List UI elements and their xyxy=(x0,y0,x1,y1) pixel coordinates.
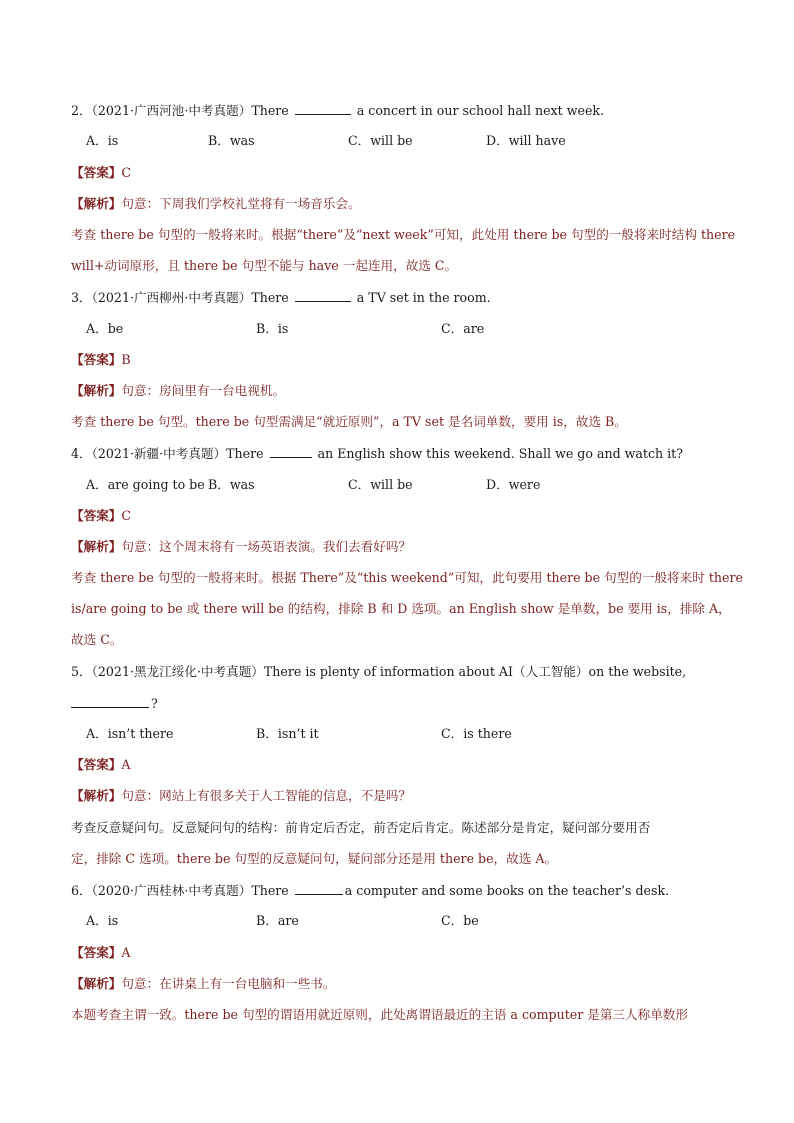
question-number: 5． xyxy=(71,664,92,679)
stem-text: a concert in our school hall next week. xyxy=(356,103,605,118)
option-c: C．is there xyxy=(441,726,512,741)
explanation-line: 本题考查主谓一致。there be 句型的谓语用就近原则，此处离谓语最近的主语 a computer 是第三人称单数形 xyxy=(71,1007,688,1022)
question-2-stem xyxy=(71,102,604,119)
answer-value: C xyxy=(121,165,132,180)
question-6-stem xyxy=(71,882,669,899)
analysis-line xyxy=(71,196,361,212)
analysis-tag: 【解析】 xyxy=(71,976,122,991)
question-source: （2021·广西柳州·中考真题） xyxy=(91,290,252,305)
option-c: C．are xyxy=(441,321,485,336)
stem-text: There xyxy=(251,290,289,305)
answer-value: B xyxy=(121,352,131,367)
explanation-line: 考查 there be 句型的一般将来时。根据 There”及“this weekend”可知，此句要用 there be 句型的一般将来时 there xyxy=(71,570,743,585)
stem-text: an English show this weekend. Shall we go and watch it? xyxy=(317,446,683,461)
question-source: （2021·广西河池·中考真题） xyxy=(91,103,252,118)
answer-tag: 【答案】 xyxy=(71,757,122,772)
sentence-meaning: 句意：下周我们学校礼堂将有一场音乐会。 xyxy=(121,196,361,211)
answer-value: A xyxy=(121,945,131,960)
stem-text: There xyxy=(251,883,289,898)
answer-tag: 【答案】 xyxy=(71,352,122,367)
answer-line xyxy=(71,165,131,181)
answer-blank xyxy=(295,289,351,302)
stem-text: There is plenty of information about AI（人工智能）on the website, xyxy=(263,664,687,679)
explanation-block xyxy=(71,406,725,437)
option-c: C．will be xyxy=(348,133,413,148)
question-5-stem xyxy=(71,664,686,680)
sentence-meaning: 句意：房间里有一台电视机。 xyxy=(121,383,286,398)
sentence-meaning: 句意：在讲桌上有一台电脑和一些书。 xyxy=(121,976,336,991)
stem-text: There xyxy=(226,446,264,461)
explanation-line: is/are going to be 或 there will be 的结构，排除 B 和 D 选项。an English show 是单数，be 要用 is，排除 A， xyxy=(71,601,731,616)
answer-line xyxy=(71,352,131,368)
question-number: 2． xyxy=(71,103,92,118)
answer-blank xyxy=(71,695,149,708)
answer-value: C xyxy=(121,508,132,523)
question-source: （2020·广西桂林·中考真题） xyxy=(91,883,252,898)
question-source: （2021·新疆·中考真题） xyxy=(91,446,227,461)
answer-line xyxy=(71,757,130,773)
question-3-stem xyxy=(71,289,491,306)
explanation-block xyxy=(71,219,736,281)
option-d: D．were xyxy=(486,477,541,492)
analysis-tag: 【解析】 xyxy=(71,196,122,211)
question-number: 6． xyxy=(71,883,92,898)
explanation-line: 考查 there be 句型的一般将来时。根据“there”及“next week”可知，此处用 there be 句型的一般将来时结构 there xyxy=(71,227,736,242)
option-d: D．will have xyxy=(486,133,566,148)
analysis-tag: 【解析】 xyxy=(71,383,122,398)
answer-blank xyxy=(270,445,312,458)
stem-text: a computer and some books on the teacher’s desk. xyxy=(344,883,670,898)
analysis-line xyxy=(71,383,285,399)
stem-text: There xyxy=(251,103,289,118)
question-number: 3． xyxy=(71,290,92,305)
answer-blank xyxy=(295,102,351,115)
option-b: B．are xyxy=(256,913,299,928)
option-c: C．be xyxy=(441,913,479,928)
question-source: （2021·黑龙江绥化·中考真题） xyxy=(91,664,264,679)
stem-text: ? xyxy=(151,696,158,711)
stem-text: a TV set in the room. xyxy=(356,290,491,305)
answer-line xyxy=(71,508,131,524)
explanation-line: will+动词原形，且 there be 句型不能与 have 一起连用，故选 C。 xyxy=(71,258,458,273)
answer-tag: 【答案】 xyxy=(71,508,122,523)
option-b: B．was xyxy=(208,133,255,148)
question-5-stem-continued xyxy=(71,695,158,712)
option-b: B．was xyxy=(208,477,255,492)
analysis-line xyxy=(71,976,335,992)
explanation-line: 考查反意疑问句。反意疑问句的结构：前肯定后否定，前否定后肯定。陈述部分是肯定，疑问部分要用否 xyxy=(71,820,651,835)
explanation-line: 故选 C。 xyxy=(71,632,123,647)
answer-tag: 【答案】 xyxy=(71,945,122,960)
option-b: B．is xyxy=(256,321,289,336)
explanation-block xyxy=(71,562,743,655)
answer-tag: 【答案】 xyxy=(71,165,122,180)
option-a: A．are going to be xyxy=(86,477,205,492)
answer-value: A xyxy=(121,757,131,772)
explanation-block xyxy=(71,999,725,1030)
answer-line xyxy=(71,945,130,961)
question-number: 4． xyxy=(71,446,92,461)
analysis-line xyxy=(71,539,411,555)
question-4-stem xyxy=(71,445,683,462)
explanation-line: 定，排除 C 选项。there be 句型的反意疑问句，疑问部分还是用 there be，故选 A。 xyxy=(71,851,558,866)
sentence-meaning: 句意：网站上有很多关于人工智能的信息，不是吗？ xyxy=(121,788,412,803)
option-a: A．be xyxy=(86,321,124,336)
sentence-meaning: 句意：这个周末将有一场英语表演。我们去看好吗？ xyxy=(121,539,412,554)
option-b: B．isn’t it xyxy=(256,726,319,741)
analysis-tag: 【解析】 xyxy=(71,788,122,803)
analysis-line xyxy=(71,788,411,804)
option-c: C．will be xyxy=(348,477,413,492)
explanation-block xyxy=(71,812,725,874)
option-a: A．is xyxy=(86,913,119,928)
option-a: A．is xyxy=(86,133,119,148)
option-a: A．isn’t there xyxy=(86,726,174,741)
answer-blank xyxy=(295,882,343,895)
analysis-tag: 【解析】 xyxy=(71,539,122,554)
explanation-line: 考查 there be 句型。there be 句型需满足“就近原则”，a TV set 是名词单数，要用 is，故选 B。 xyxy=(71,414,627,429)
